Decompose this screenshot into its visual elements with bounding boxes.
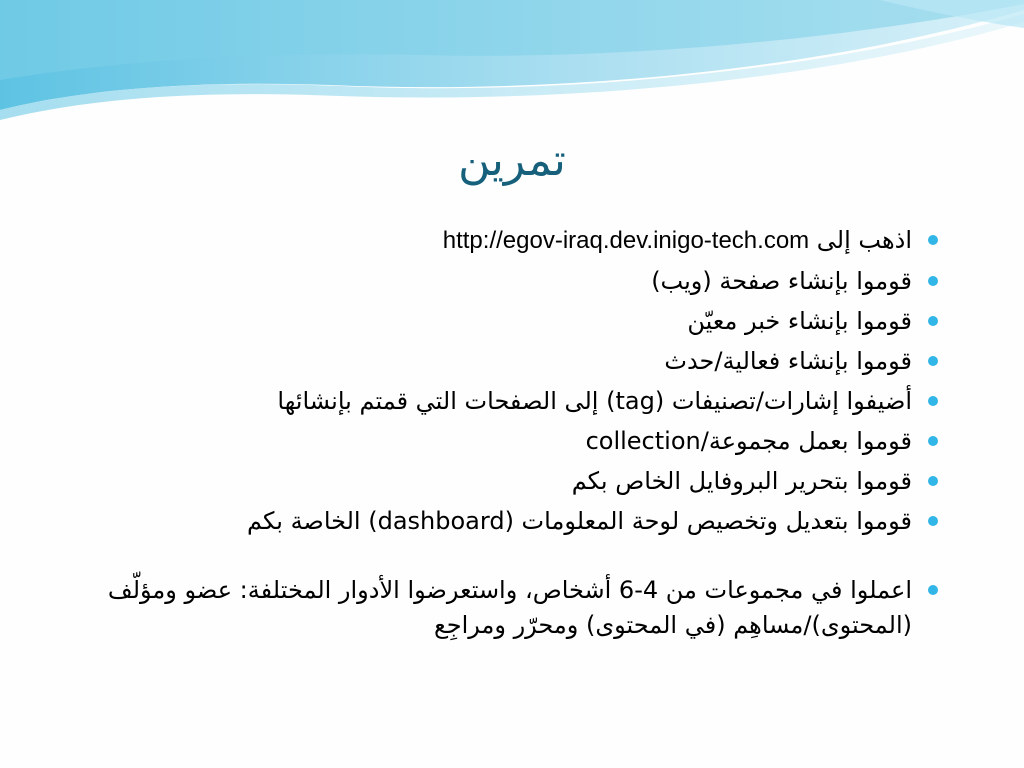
bullet-text: قوموا بإنشاء صفحة (ويب)	[651, 267, 912, 295]
bullet-text: قوموا بعمل مجموعة/collection	[585, 427, 912, 455]
bullet-icon	[928, 235, 938, 245]
list-item	[76, 503, 936, 539]
bullet-text: اعملوا في مجموعات من 4-6 أشخاص، واستعرضوا الأدوار المختلفة: عضو ومؤلّف (المحتوى)/مساهِم (في المحتوى) ومحرّر ومراجِع	[107, 576, 912, 639]
bullet-text: اذهب إلى	[809, 226, 912, 254]
bullet-text: قوموا بإنشاء خبر معيّن	[687, 307, 912, 335]
bullet-list	[76, 222, 936, 647]
slide-title: تمرين	[458, 135, 566, 186]
header-wave-decoration	[0, 0, 1024, 120]
bullet-icon	[928, 276, 938, 286]
list-item	[76, 423, 936, 459]
bullet-icon	[928, 436, 938, 446]
list-item	[76, 463, 936, 499]
bullet-text: قوموا بتعديل وتخصيص لوحة المعلومات (dashboard) الخاصة بكم	[247, 507, 912, 535]
bullet-text: أضيفوا إشارات/تصنيفات (tag) إلى الصفحات التي قمتم بإنشائها	[277, 387, 912, 415]
bullet-icon	[928, 396, 938, 406]
bullet-icon	[928, 476, 938, 486]
list-item	[76, 343, 936, 379]
bullet-icon	[928, 516, 938, 526]
list-item	[76, 263, 936, 299]
bullet-icon	[928, 585, 938, 595]
bullet-icon	[928, 356, 938, 366]
list-item	[76, 222, 936, 259]
bullet-text: قوموا بتحرير البروفايل الخاص بكم	[571, 467, 912, 495]
bullet-icon	[928, 316, 938, 326]
list-item	[76, 303, 936, 339]
bullet-text: قوموا بإنشاء فعالية/حدث	[664, 347, 912, 375]
bullet-link[interactable]: http://egov-iraq.dev.inigo-tech.com	[442, 227, 810, 254]
list-item	[76, 573, 936, 643]
list-item	[76, 383, 936, 419]
